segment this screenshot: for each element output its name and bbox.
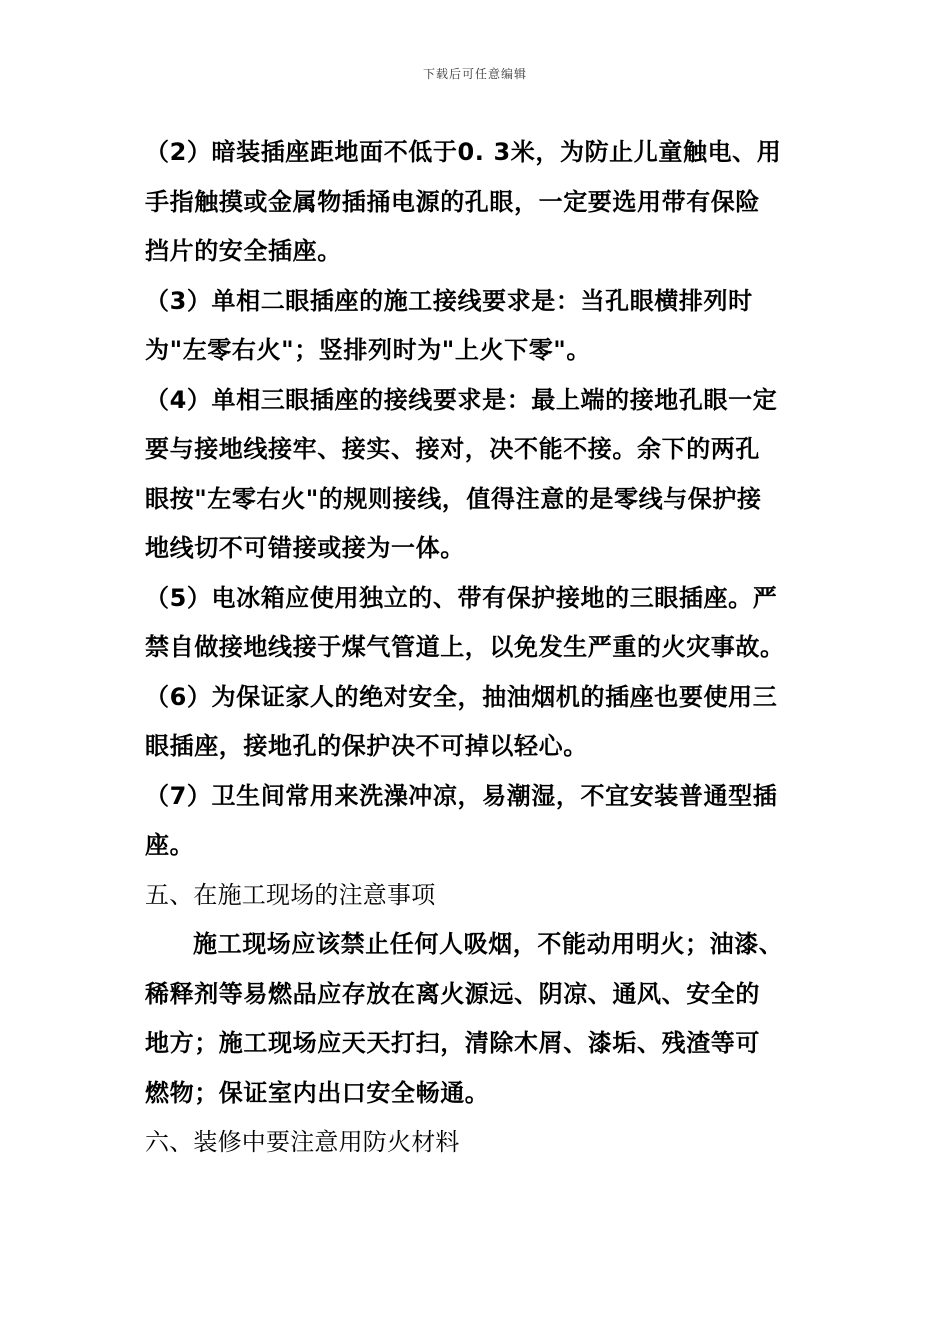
document-body <box>145 128 810 1168</box>
paragraph-line: 座。 <box>145 831 195 859</box>
page-header: 下载后可任意编辑 <box>422 67 527 81</box>
paragraph-line: 眼按"左零右火"的规则接线，值得注意的是零线与保护接 <box>145 484 762 513</box>
paragraph-line: 燃物；保证室内出口安全畅通。 <box>145 1078 490 1107</box>
paragraph-line: （4）单相三眼插座的接线要求是：最上端的接地孔眼一定 <box>145 385 778 414</box>
section-heading: 六、装修中要注意用防火材料 <box>145 1128 460 1156</box>
section-heading: 五、在施工现场的注意事项 <box>145 880 436 909</box>
paragraph-line: （3）单相二眼插座的施工接线要求是：当孔眼横排列时 <box>145 286 753 315</box>
paragraph-line: 要与接地线接牢、接实、接对，决不能不接。余下的两孔 <box>145 435 760 463</box>
paragraph-line: （7）卫生间常用来洗澡冲凉，易潮湿，不宜安装普通型插 <box>145 781 778 810</box>
paragraph-line: 手指触摸或金属物插捅电源的孔眼，一定要选用带有保险 <box>145 187 760 216</box>
paragraph-line: 地线切不可错接或接为一体。 <box>145 534 465 562</box>
paragraph-line: 施工现场应该禁止任何人吸烟，不能动用明火；油漆、 <box>193 930 784 958</box>
paragraph-line: 稀释剂等易燃品应存放在离火源远、阴凉、通风、安全的 <box>145 979 760 1008</box>
paragraph-line: （6）为保证家人的绝对安全，抽油烟机的插座也要使用三 <box>145 682 778 711</box>
paragraph-line: 地方；施工现场应天天打扫，清除木屑、漆垢、残渣等可 <box>145 1029 760 1057</box>
paragraph-line: （2）暗装插座距地面不低于0. 3米，为防止儿童触电、用 <box>145 138 782 166</box>
paragraph-line: 挡片的安全插座。 <box>145 237 342 265</box>
paragraph-line: 禁自做接地线接于煤气管道上，以免发生严重的火灾事故。 <box>145 633 785 661</box>
paragraph-line: 为"左零右火"；竖排列时为"上火下零"。 <box>145 336 592 364</box>
paragraph-line: （5）电冰箱应使用独立的、带有保护接地的三眼插座。严 <box>145 583 778 612</box>
paragraph-line: 眼插座，接地孔的保护决不可掉以轻心。 <box>145 732 588 760</box>
